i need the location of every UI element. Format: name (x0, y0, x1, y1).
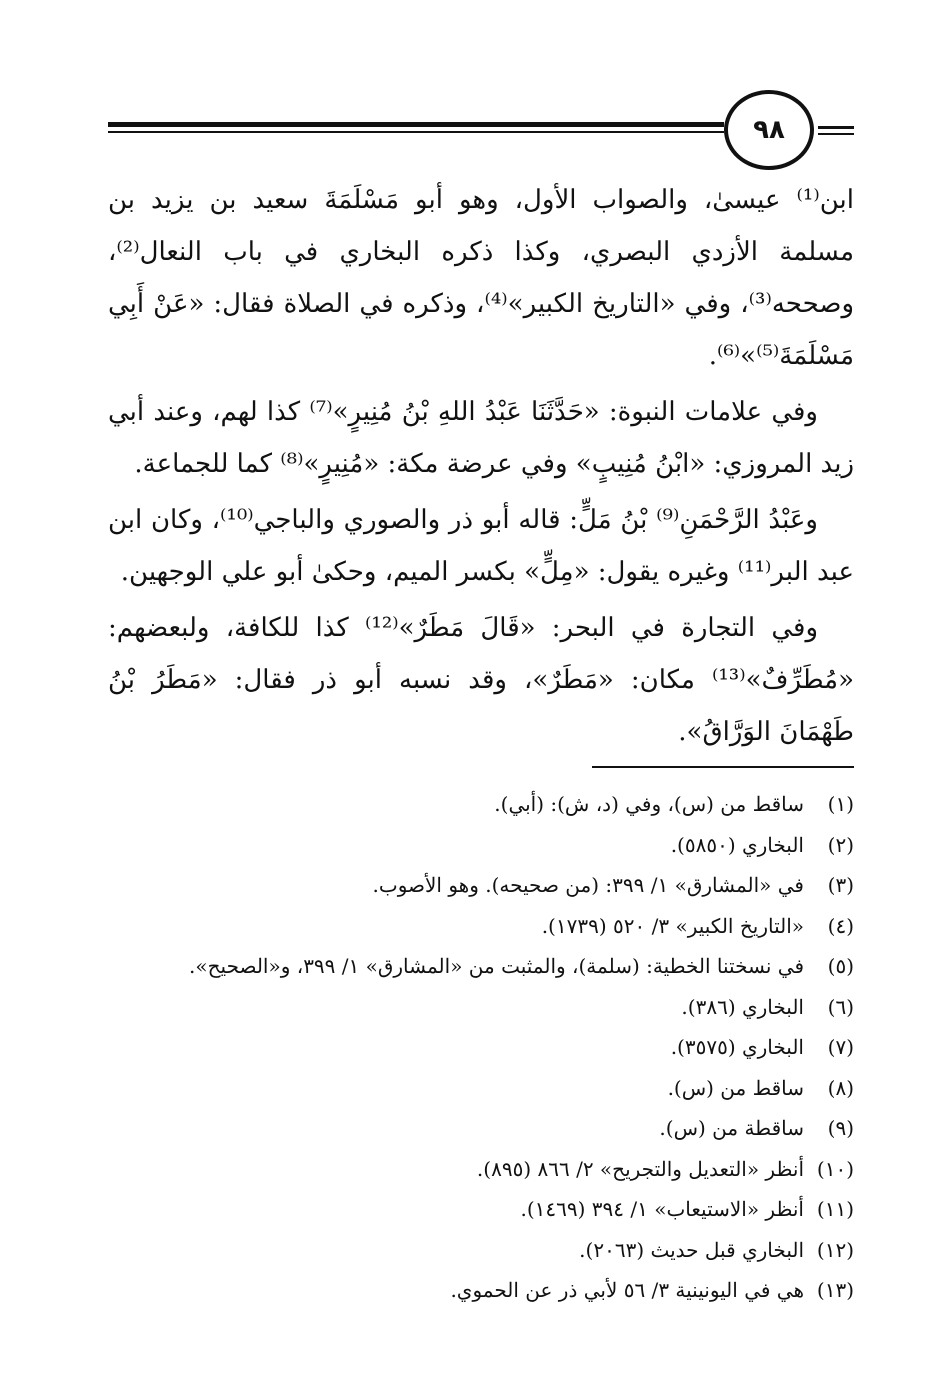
footnote-number: (٤) (827, 913, 854, 938)
footnote-text: ساقط من (س)، وفي (د، ش): (أبي). (494, 792, 804, 816)
footnote (108, 987, 854, 1028)
footnote (108, 1108, 854, 1149)
footnote-text: أنظر «التعديل والتجريح» ٢/ ٨٦٦ (٨٩٥). (476, 1156, 804, 1181)
footnote-text: أنظر «الاستيعاب» ١/ ٣٩٤ (١٤٦٩). (520, 1197, 804, 1221)
footnote-number: (٢) (827, 832, 854, 857)
paragraph: وفي التجارة في البحر: «قَالَ مَطَرٌ»⁽¹²⁾ كذا للكافة، ولبعضهم: «مُطَرِّفٌ»⁽¹³⁾ مكان: «مَطَرٌ»، وقد نسبه أبو ذر فقال: «مَطَرُ بْنُ طَهْمَانَ الوَرَّاقُ». (108, 613, 854, 747)
page-number: ٩٨ (724, 90, 814, 170)
footnote (108, 946, 854, 987)
footnote (108, 1270, 854, 1311)
footnote (108, 1068, 854, 1109)
paragraph: وعَبْدُ الرَّحْمَنِ⁽⁹⁾ بْنُ مَلٍّ: قاله أبو ذر والصوري والباجي⁽¹⁰⁾، وكان ابن عبد البر⁽¹¹⁾ وغيره يقول: «مِلٍّ» بكسر الميم، وحكىٰ أبو علي الوجهين. (108, 505, 854, 587)
paragraph: ابن⁽¹⁾ عيسىٰ، والصواب الأول، وهو أبو مَسْلَمَةَ سعيد بن يزيد بن مسلمة الأزدي البصري، وكذا ذكره البخاري في باب النعال⁽²⁾، وصححه⁽³⁾، وفي «التاريخ الكبير»⁽⁴⁾، وذكره في الصلاة فقال: «عَنْ أَبِي مَسْلَمَةَ⁽⁵⁾»⁽⁶⁾. (108, 185, 854, 371)
footnote-text: في «المشارق» ١/ ٣٩٩: (من صحيحه). وهو الأصوب. (372, 873, 804, 897)
footnote-text: البخاري قبل حديث (٢٠٦٣). (579, 1237, 804, 1262)
footnote-number: (١٣) (816, 1278, 854, 1302)
footnote-number: (٨) (827, 1075, 854, 1100)
footnote (108, 1230, 854, 1271)
footnote-number: (١٠) (816, 1156, 854, 1181)
footnote-number: (١١) (816, 1197, 854, 1221)
footnote-number: (٣) (827, 873, 854, 897)
header-rule (108, 122, 724, 127)
footnote-text: في نسختنا الخطية: (سلمة)، والمثبت من «المشارق» ١/ ٣٩٩، و«الصحيح». (189, 954, 804, 978)
footnote-text: «التاريخ الكبير» ٣/ ٥٢٠ (١٧٣٩). (541, 913, 804, 938)
footnote (108, 784, 854, 825)
footnote-number: (٩) (827, 1116, 854, 1140)
footnote (108, 1027, 854, 1068)
header-rule-right (818, 126, 854, 129)
header-rule-thin (108, 131, 724, 133)
footnote-number: (٥) (827, 954, 854, 978)
footnote (108, 906, 854, 947)
footnote-text: البخاري (٥٨٥٠). (670, 832, 804, 857)
footnote-number: (١٢) (816, 1237, 854, 1262)
footnote (108, 865, 854, 906)
footnote-number: (٧) (827, 1035, 854, 1059)
footnote (108, 1189, 854, 1230)
footnote-text: ساقطة من (س). (659, 1116, 804, 1140)
paragraph: وفي علامات النبوة: «حَدَّثَنَا عَبْدُ اللهِ بْنُ مُنِيرٍ»⁽⁷⁾ كذا لهم، وعند أبي زيد المروزي: «ابْنُ مُنِيبٍ» وفي عرضة مكة: «مُنِيرٍ»⁽⁸⁾ كما للجماعة. (108, 397, 854, 479)
footnote-separator (592, 766, 854, 768)
header-rule-right-thin (818, 133, 854, 135)
footnote (108, 1149, 854, 1190)
footnote-text: البخاري (٣٨٦). (681, 994, 804, 1019)
main-text (108, 174, 854, 762)
footnotes (108, 784, 854, 1311)
footnote-number: (١) (827, 792, 854, 816)
footnote-text: هي في اليونينية ٣/ ٥٦ لأبي ذر عن الحموي. (450, 1278, 804, 1302)
footnote-text: البخاري (٣٥٧٥). (670, 1035, 804, 1059)
footnote (108, 825, 854, 866)
footnote-text: ساقط من (س). (667, 1075, 804, 1100)
footnote-number: (٦) (827, 994, 854, 1019)
